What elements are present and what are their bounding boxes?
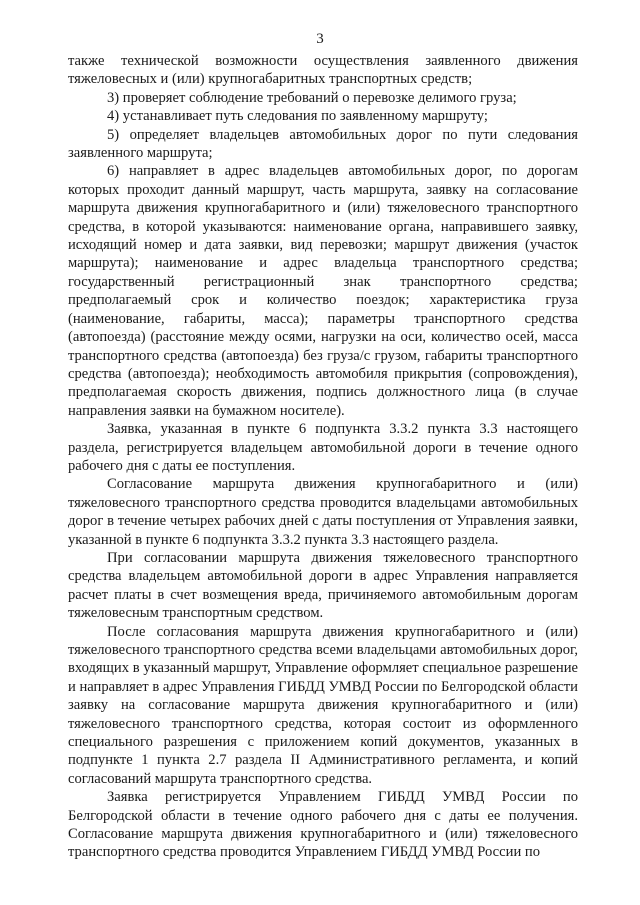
document-body (68, 52, 578, 862)
paragraph-registration: Заявка, указанная в пункте 6 подпункта 3.3.2 пункта 3.3 настоящего раздела, регистрируется владельцем автомобильной дороги в течение одного рабочего дня с даты ее поступления. (68, 421, 578, 474)
paragraph-continuation: также технической возможности осуществления заявленного движения тяжеловесных и (или) крупногабаритных транспортных средств; (68, 53, 578, 88)
paragraph-gibdd-registration: Заявка регистрируется Управлением ГИБДД УМВД России по Белгородской области в течение одного рабочего дня с даты ее получения. Согласование маршрута движения крупногабаритного и (или) тяжеловесного транспортного средства проводится Управлением ГИБДД УМВД России по (68, 789, 578, 861)
paragraph-item-5: 5) определяет владельцев автомобильных дорог по пути следования заявленного маршрута; (68, 126, 578, 162)
paragraph-item-6: 6) направляет в адрес владельцев автомобильных дорог, по дорогам которых проходит данный маршрут, часть маршрута, заявку на согласование маршрута движения крупногабаритного и (или) тяжеловесного транспортного средства, в которой указываются: наименование органа, направившего заявку, исходящий номер и дата заявки, вид перевозки; маршрут движения (участок маршрута); наименование и адрес владельца транспортного средства; государственный регистрационный знак транспортного средства; предполагаемый срок и количество поездок; характеристика груза (наименование, габариты, масса); параметры транспортного средства (автопоезда) (расстояние между осями, нагрузки на оси, количество осей, масса транспортного средства (автопоезда) без груза/с грузом, габариты транспортного средства (автопоезда); необходимость автомобиля прикрытия (сопровождения), предполагаемая скорость движения, подпись должностного лица (в случае направления заявки на бумажном носителе). (68, 163, 578, 419)
paragraph-item-3: 3) проверяет соблюдение требований о перевозке делимого груза; (107, 89, 517, 106)
page-number: 3 (316, 31, 324, 47)
paragraph-item-4: 4) устанавливает путь следования по заявленному маршруту; (107, 108, 488, 125)
paragraph-route-approval: Согласование маршрута движения крупногабаритного и (или) тяжеловесного транспортного средства проводится владельцами автомобильных дорог в течение четырех рабочих дней с даты поступления от Управления заявки, указанной в пункте 6 подпункта 3.3.2 пункта 3.3 настоящего раздела. (68, 476, 578, 548)
paragraph-damage-fee: При согласовании маршрута движения тяжеловесного транспортного средства владельцем автомобильной дороги в адрес Управления направляется расчет платы в счет возмещения вреда, причиняемого автомобильным дорогам тяжеловесным транспортным средством. (68, 549, 578, 622)
paragraph-special-permit: После согласования маршрута движения крупногабаритного и (или) тяжеловесного транспортного средства всеми владельцами автомобильных дорог, входящих в указанный маршрут, Управление оформляет специальное разрешение и направляет в адрес Управления ГИБДД УМВД России по Белгородской области заявку на согласование маршрута движения крупногабаритного и (или) тяжеловесного транспортного средства, которая состоит из оформленного специального разрешения с приложением копий документов, указанных в подпункте 1 пункта 2.7 раздела II Административного регламента, и копий согласований маршрута транспортного средства. (68, 623, 578, 787)
